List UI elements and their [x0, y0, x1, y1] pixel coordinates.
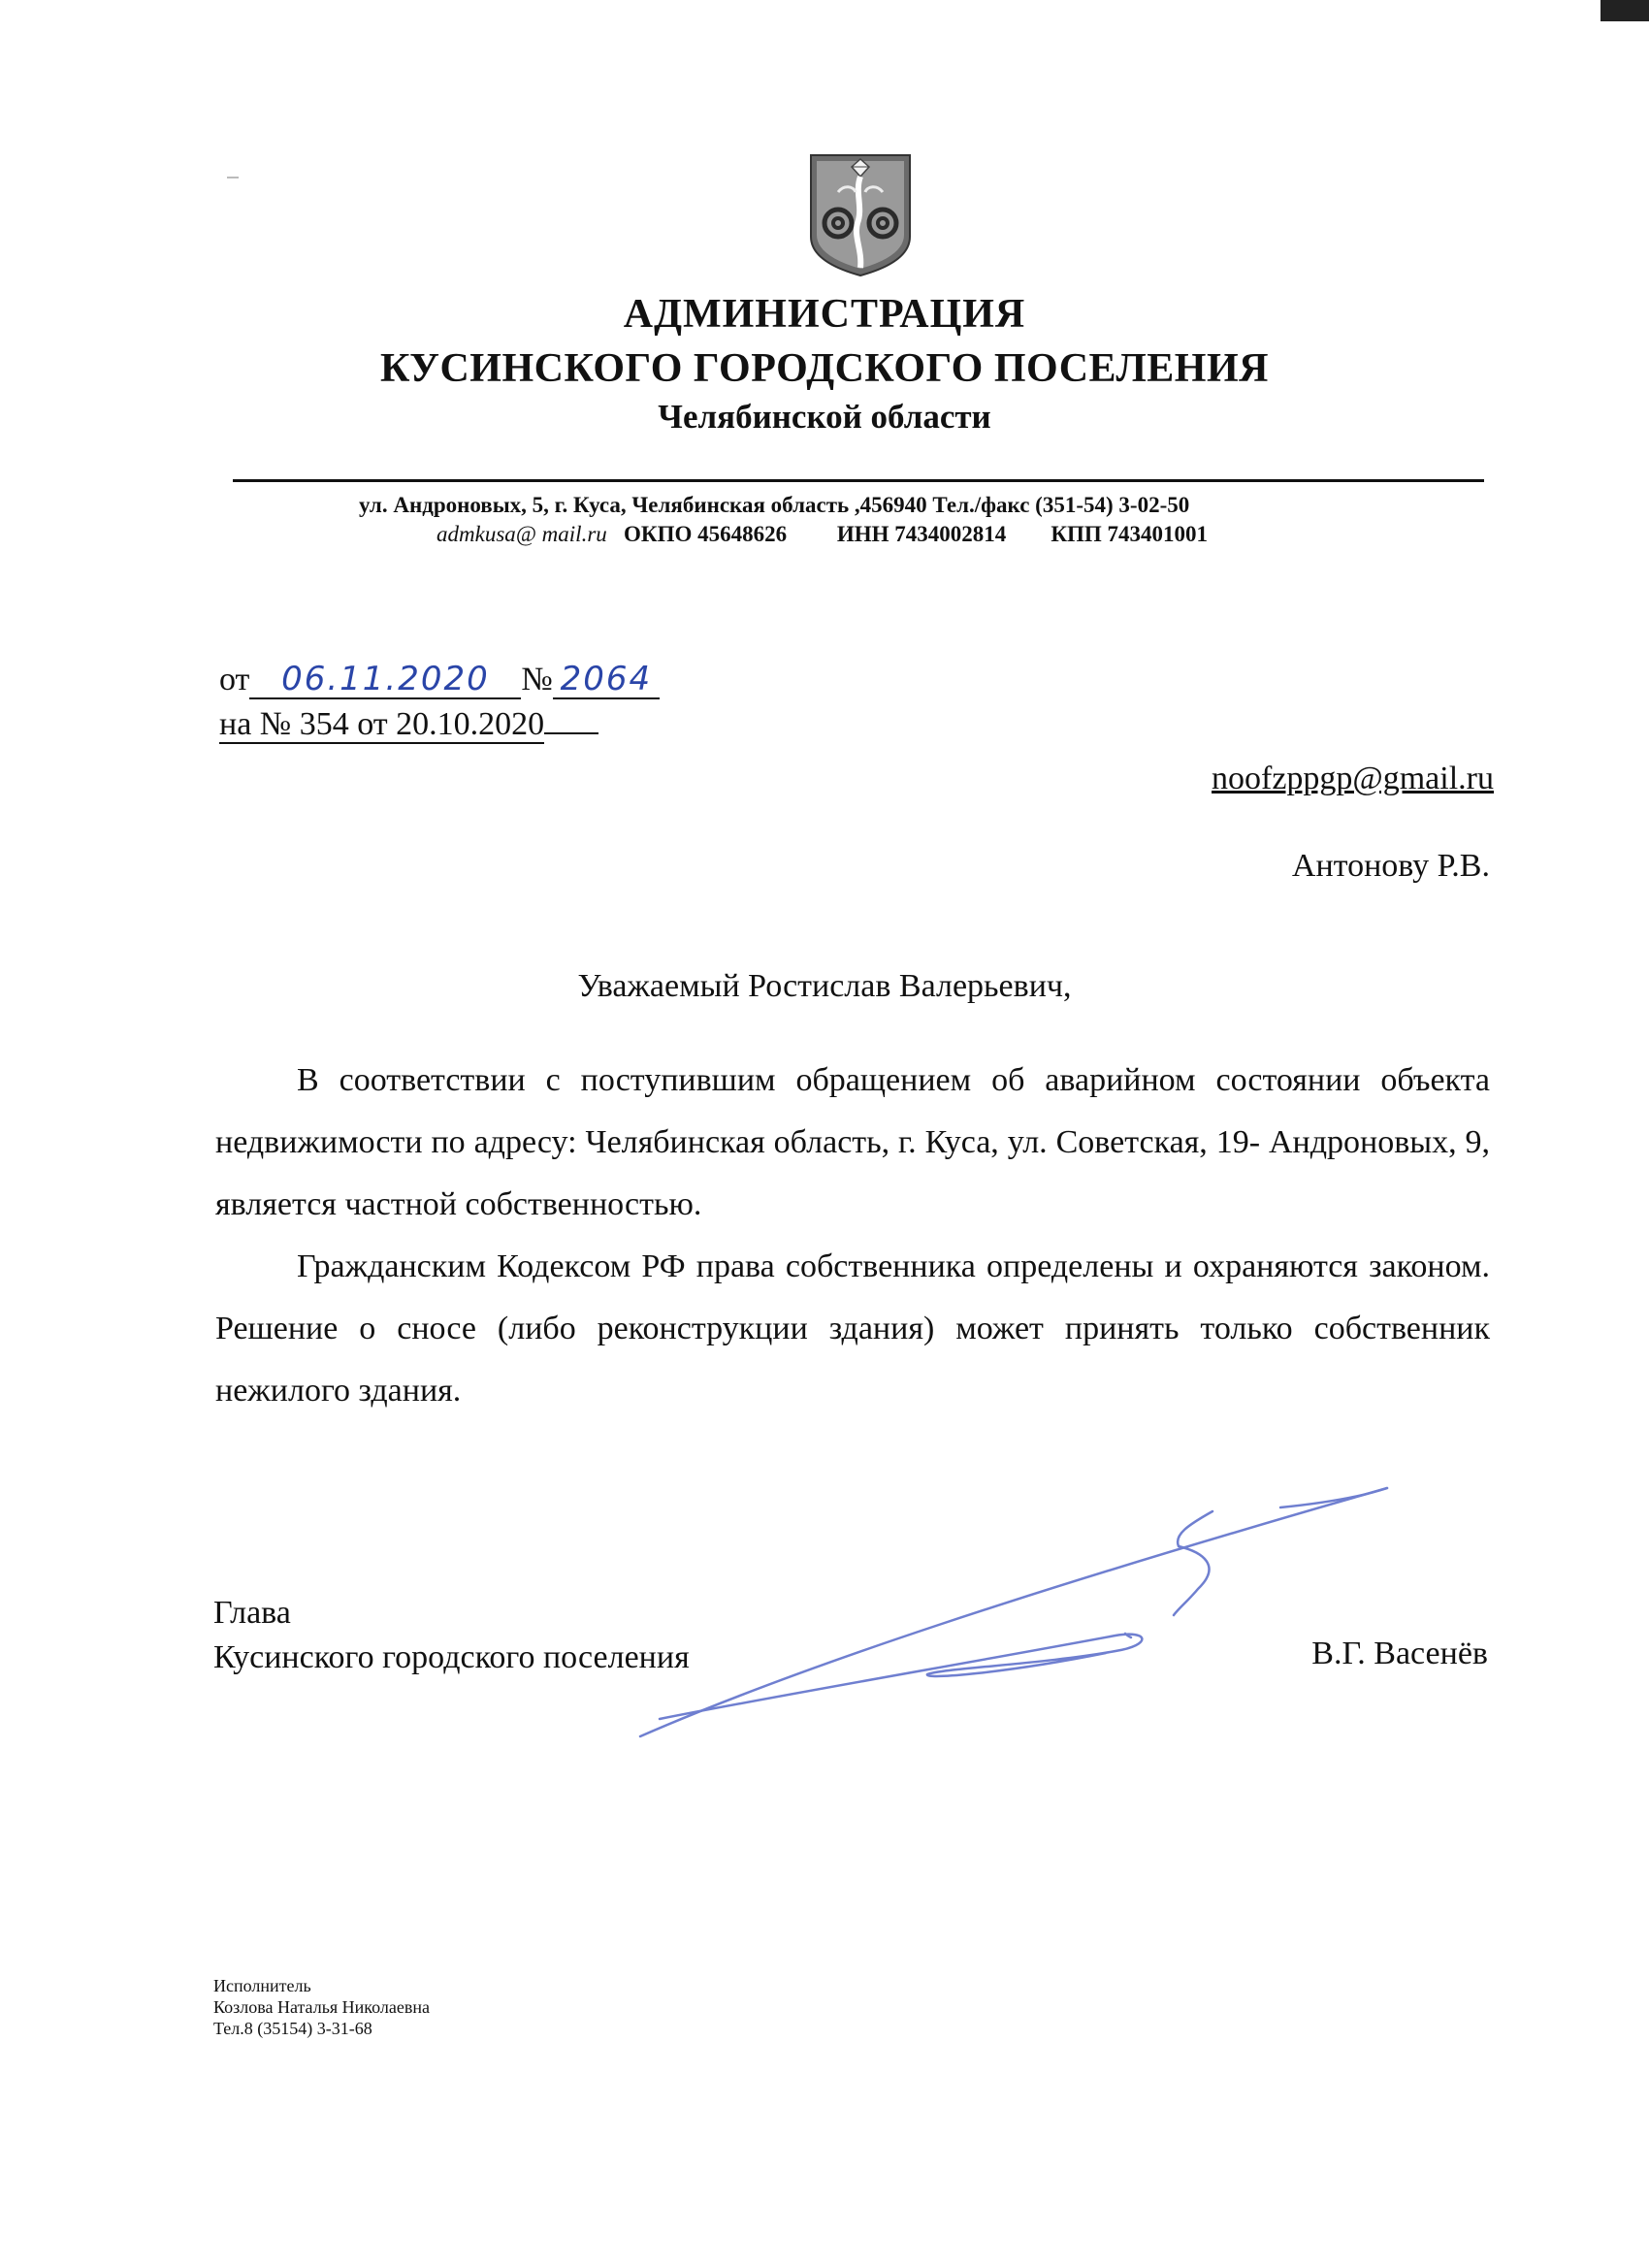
from-label: от — [219, 662, 250, 697]
coat-of-arms-icon — [809, 153, 912, 277]
handwritten-signature — [621, 1465, 1406, 1756]
org-email: admkusa@ mail.ru — [436, 522, 607, 546]
org-requisites — [436, 522, 1208, 547]
salutation: Уважаемый Ростислав Валерьевич, — [577, 968, 1072, 1004]
executor-label: Исполнитель — [213, 1976, 311, 1995]
reply-reference — [219, 702, 660, 747]
signatory-name: В.Г. Васенёв — [1311, 1636, 1488, 1671]
body-paragraph-1: В соответствии с поступившим обращением об аварийном состоянии объекта недвижимости по адресу: Челябинская область, г. Куса, ул. Советская, 19- Андроновых, 9, является частной собственностью. — [215, 1062, 1490, 1222]
executor-block — [213, 1975, 430, 2039]
handwritten-number: 2064 — [553, 661, 660, 699]
scan-speck — [227, 177, 239, 178]
outgoing-registration — [219, 658, 660, 702]
registration-block — [219, 658, 660, 747]
header-divider — [233, 479, 1484, 482]
handwritten-date: 06.11.2020 — [249, 661, 521, 699]
signatory-position — [213, 1591, 690, 1680]
position-line-2: Кусинского городского поселения — [213, 1639, 690, 1675]
org-inn: ИНН 7434002814 — [836, 522, 1007, 546]
reply-reference-text: на № 354 от 20.10.2020 — [219, 706, 545, 742]
position-line-1: Глава — [213, 1595, 291, 1631]
scan-edge-mark — [1600, 0, 1649, 21]
body-paragraph-2: Гражданским Кодексом РФ права собственника определены и охраняются законом. Решение о сносе (либо реконструкции здания) может принять только собственник нежилого здания. — [215, 1248, 1490, 1409]
reply-underline — [544, 703, 598, 734]
org-okpo: ОКПО 45648626 — [624, 522, 788, 546]
executor-name: Козлова Наталья Николаевна — [213, 1997, 430, 2017]
org-region: Челябинской области — [658, 398, 991, 436]
org-kpp: КПП 743401001 — [1051, 522, 1209, 546]
org-title-line1: АДМИНИСТРАЦИЯ — [623, 292, 1026, 337]
org-title-line2: КУСИНСКОГО ГОРОДСКОГО ПОСЕЛЕНИЯ — [380, 346, 1269, 391]
recipient-name: Антонову Р.В. — [1291, 848, 1490, 884]
recipient-email: noofzppgp@gmail.ru — [1212, 761, 1494, 796]
number-label: № — [521, 662, 553, 697]
executor-phone: Тел.8 (35154) 3-31-68 — [213, 2019, 372, 2038]
org-address: ул. Андроновых, 5, г. Куса, Челябинская область ,456940 Тел./факс (351-54) 3-02-50 — [359, 493, 1190, 517]
letter-body — [215, 1050, 1490, 1422]
